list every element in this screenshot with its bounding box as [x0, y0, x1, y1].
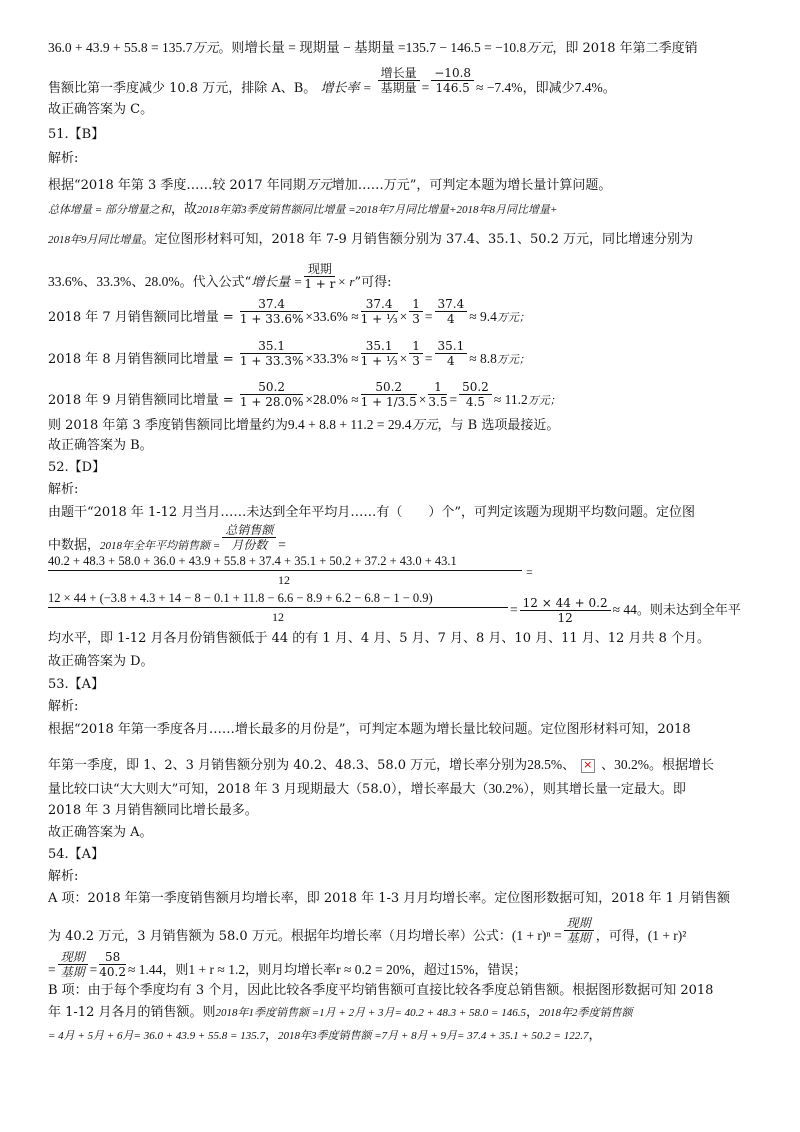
fraction: $\frac{1}{3}$	[409, 339, 423, 368]
text-line	[48, 1028, 601, 1044]
text: 增加……万元”，可判定本题为增长量计算问题。	[331, 178, 612, 193]
math-expression: 总体增量 = 部分增量之和	[48, 204, 171, 216]
text-line: 由题干“2018 年 1-12 月当月……未达到全年平均月……有（ ）个”，可判定该题为现期平均数问题。定位图	[48, 505, 695, 520]
text: 中数据，	[48, 538, 101, 553]
text-line	[48, 950, 527, 985]
text: 、	[562, 758, 576, 773]
analysis-label: 解析:	[48, 482, 79, 497]
fraction: 现期 基期	[58, 950, 88, 979]
unit: 万元	[526, 40, 553, 55]
text: 则 2018 年第 3 季度销售额同比增量约为	[48, 418, 288, 433]
math-expression: (1 + r)²	[647, 928, 687, 943]
fraction: $\frac{-10.8}{146.5}$	[431, 66, 474, 95]
question-heading: 51.【B】	[48, 127, 105, 142]
text: 年第一季度，即 1、2、3 月销售额分别为 40.2、48.3、58.0 万元，增长率分别为	[48, 758, 528, 773]
fraction: $\frac{37.4}{1 + 33.6\%}$	[239, 297, 304, 326]
text: ，则	[162, 963, 189, 978]
text: ，故	[170, 202, 197, 217]
unit: 万元；	[496, 354, 530, 366]
equals: =	[526, 565, 533, 579]
fraction-bar	[48, 607, 508, 608]
fraction-bar	[48, 570, 522, 571]
fraction: $\frac{37.4}{4}$	[435, 297, 468, 326]
math-expression: ≈ −7.4%	[476, 80, 523, 95]
fraction: $\frac{50.2}{1 + 28.0\%}$	[239, 380, 304, 409]
answer-line: 故正确答案为 A。	[48, 825, 153, 840]
broken-image-icon	[581, 759, 595, 773]
text-line	[48, 781, 686, 798]
analysis-label: 解析:	[48, 699, 79, 714]
formula-line	[48, 339, 530, 374]
text-line: A 项：2018 年第一季度销售额月均增长率，即 2018 年 1-3 月月均增长率。定位图形数据可知，2018 年 1 月销售额	[48, 891, 731, 906]
math-expression: 1 + r ≈ 1.2	[188, 962, 246, 977]
text: 。则	[218, 41, 245, 56]
math-expression: 2018年3季度销售额 =7月 + 8月 + 9月= 37.4 + 35.1 + 50.2 = 122.7	[277, 1030, 589, 1042]
math-expression: ×28.0% ≈	[305, 392, 359, 407]
math-expression: (1 + r)ⁿ =	[511, 928, 562, 943]
math-expression: 36.0 + 43.9 + 55.8 = 135.7	[48, 40, 193, 55]
text-line: 均水平，即 1-12 月各月份销售额低于 44 的有 1 月、4 月、5 月、7 月、8 月、10 月、11 月、12 月共 8 个月。	[48, 631, 710, 646]
text: ），则其增长量一定最大。即	[523, 782, 686, 797]
text-line	[48, 262, 392, 297]
unit: 万元	[192, 40, 219, 55]
text: ，	[588, 1028, 602, 1043]
unit: 万元	[305, 177, 332, 192]
equals: =	[510, 602, 518, 617]
fraction: $\frac{35.1}{1 + 33.3\%}$	[239, 339, 304, 368]
text: ，	[264, 1028, 278, 1043]
math-expression: 33.6%、33.3%、28.0%	[48, 274, 180, 289]
fraction: $\frac{1}{3.5}$	[428, 380, 448, 409]
math-expression: 28.5%	[527, 757, 563, 772]
fraction: $\frac{37.4}{\text{1 + ⅓}}$	[360, 297, 398, 326]
text: 。	[602, 81, 616, 96]
text: ，与 B 选项最接近。	[437, 418, 560, 433]
math-expression: 30.2%	[614, 757, 649, 772]
fraction: $\frac{1}{3}$	[409, 297, 423, 326]
text: ，则月均增长率	[245, 963, 337, 978]
denominator: 12	[272, 610, 284, 624]
math-expression: 2018年全年平均销售额 =	[100, 540, 221, 552]
text-line	[48, 177, 611, 194]
text: 2018 年 9 月销售额同比增量 =	[48, 393, 234, 408]
fraction: 增长量 基期量	[378, 66, 420, 95]
equals: =	[449, 392, 458, 407]
equals: =	[89, 962, 98, 977]
math-expression: = 4月 + 5月 + 6月= 36.0 + 43.9 + 55.8 = 135.7	[48, 1030, 265, 1042]
math-expression: 2018年第3季度销售额同比增量 =2018年7月同比增量+2018年8月同比增量+	[196, 204, 558, 216]
math-expression: 增长量 =	[251, 274, 303, 289]
long-numerator: 12 × 44 + (−3.8 + 4.3 + 14 − 8 − 0.1 + 11.8 − 6.6 − 8.9 + 6.2 − 6.8 − 1 − 0.9)	[48, 591, 433, 605]
text: 。代入公式“	[179, 275, 252, 290]
text: ，超过	[410, 963, 450, 978]
math-expression: ≈ 44	[612, 602, 637, 617]
math-expression: ≈ 8.8	[469, 351, 497, 366]
math-expression: × r	[337, 274, 355, 289]
math-expression: ×33.6% ≈	[305, 309, 359, 324]
answer-line: 故正确答案为 C。	[48, 102, 154, 117]
text: ，可得，	[595, 929, 648, 944]
text: 2018 年 8 月销售额同比增量 =	[48, 352, 234, 367]
text: 量比较口诀“大大则大”可知，2018 年 3 月现期最大（58.0），增长率最大（	[48, 782, 489, 797]
text: 、	[601, 758, 615, 773]
text: ”可得:	[354, 275, 392, 290]
text-line	[48, 40, 698, 57]
text: 。根据增长	[648, 758, 714, 773]
text-line	[48, 202, 557, 218]
math-expression: 15%	[449, 962, 475, 977]
text: ，即减少	[522, 81, 575, 96]
math-expression: 2018年1季度销售额 =1月 + 2月 + 3月= 40.2 + 48.3 + 58.0 = 146.5	[215, 1007, 526, 1019]
denominator: 12	[278, 573, 290, 587]
text: 2018 年 7 月销售额同比增量 =	[48, 310, 234, 325]
answer-line: 故正确答案为 B。	[48, 438, 153, 453]
math-expression: 9.4 + 8.8 + 11.2 = 29.4	[287, 417, 412, 432]
math-expression: 2018年9月同比增量	[48, 234, 142, 246]
question-heading: 53.【A】	[48, 677, 105, 692]
text-line	[48, 757, 714, 774]
math-expression: ×	[399, 309, 408, 324]
fraction: $\frac{58}{40.2}$	[99, 950, 126, 979]
unit: 万元；	[496, 312, 530, 324]
math-expression: 增长率 =	[320, 80, 372, 95]
unit: 万元；	[527, 395, 561, 407]
text-line: 根据“2018 年第一季度各月……增长最多的月份是”，可判定本题为增长量比较问题。定位图形材料可知，2018	[48, 722, 691, 737]
text: ，错误；	[474, 963, 527, 978]
text-line	[48, 417, 559, 434]
text: 售额比第一季度减少 10.8 万元，排除 A、B。	[48, 81, 317, 96]
math-expression: 7.4%	[574, 80, 603, 95]
formula-line	[48, 297, 530, 332]
text: 年 1-12 月各月的销售额。则	[48, 1005, 216, 1020]
equals: =	[48, 962, 56, 977]
unit: 万元	[411, 417, 438, 432]
text: ，即 2018 年第二季度销	[552, 41, 698, 56]
math-expression: 增长量 = 现期量 − 基期量 =135.7 − 146.5 = −10.8	[244, 40, 527, 55]
math-expression: r ≈ 0.2 = 20%	[336, 962, 411, 977]
fraction: 总销售额 月份数	[222, 523, 276, 552]
text-line	[48, 1005, 632, 1021]
math-expression: ≈ 1.44	[127, 962, 163, 977]
question-heading: 54.【A】	[48, 847, 105, 862]
equals: =	[278, 537, 286, 552]
fraction: $\frac{35.1}{\text{1 + ⅓}}$	[360, 339, 398, 368]
fraction: 现期 1 + r	[304, 262, 336, 291]
math-expression: ≈ 9.4	[469, 309, 497, 324]
math-expression: ≈ 11.2	[493, 392, 528, 407]
text-line: 2018 年 3 月销售额同比增长最多。	[48, 803, 258, 818]
math-expression: ×33.3% ≈	[305, 351, 359, 366]
math-expression: 30.2%	[488, 781, 524, 796]
equals: =	[424, 309, 433, 324]
text-line: B 项：由于每个季度均有 3 个月，因此比较各季度平均销售额可直接比较各季度总销售额。根据图形数据可知 2018	[48, 983, 714, 998]
analysis-label: 解析:	[48, 151, 79, 166]
formula-tail	[510, 596, 741, 625]
text: 根据“2018 年第 3 季度……较 2017 年同期	[48, 178, 306, 193]
fraction: $\frac{35.1}{4}$	[435, 339, 468, 368]
formula-line	[48, 380, 561, 415]
equals: =	[421, 80, 430, 95]
text: 为 40.2 万元，3 月销售额为 58.0 万元。根据年均增长率（月均增长率）公式：	[48, 929, 512, 944]
answer-line: 故正确答案为 D。	[48, 654, 154, 669]
math-expression: ×	[399, 351, 408, 366]
text: 。定位图形材料可知，2018 年 7-9 月销售额分别为 37.4、35.1、50.2 万元，同比增速分别为	[141, 232, 694, 247]
text: 。则未达到全年平	[636, 603, 741, 618]
text-line	[48, 916, 687, 951]
text: ，	[525, 1005, 539, 1020]
fraction: $\frac{50.2}{4.5}$	[459, 380, 492, 409]
long-numerator: 40.2 + 48.3 + 58.0 + 36.0 + 43.9 + 55.8 + 37.4 + 35.1 + 50.2 + 37.2 + 43.0 + 43.1	[48, 554, 457, 568]
math-expression: ×	[418, 392, 427, 407]
fraction: $\frac{50.2}{1 + 1/3.5}$	[360, 380, 417, 409]
equals: =	[424, 351, 433, 366]
math-expression: 2018年2季度销售额	[538, 1007, 633, 1019]
analysis-label: 解析:	[48, 869, 79, 884]
fraction: 现期 基期	[564, 916, 594, 945]
text-line	[48, 232, 693, 248]
question-heading: 52.【D】	[48, 460, 106, 475]
text-line	[48, 66, 616, 103]
fraction: $\frac{12 \times 44 + 0.2}{12}$	[520, 596, 611, 625]
